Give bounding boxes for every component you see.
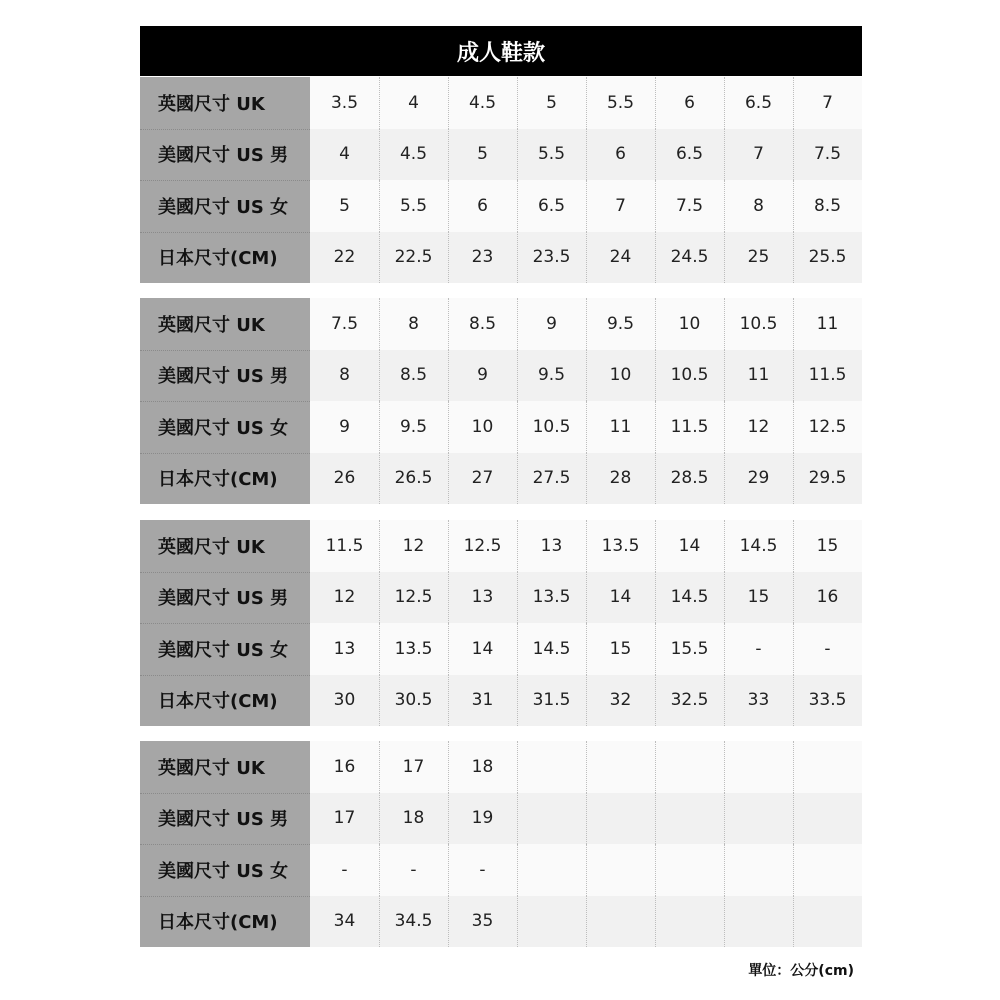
- size-cell: 10: [448, 401, 517, 453]
- table-row: [140, 572, 862, 624]
- size-cell: 6.5: [724, 77, 793, 129]
- size-cell: 29.5: [793, 453, 862, 505]
- size-cell: 11: [586, 401, 655, 453]
- size-cell: 24: [586, 232, 655, 284]
- size-cell: 28.5: [655, 453, 724, 505]
- size-cell: 35: [448, 896, 517, 948]
- size-cell: 34: [333, 911, 356, 932]
- table-row: [140, 350, 862, 402]
- size-cell: -: [793, 623, 862, 675]
- row-label: 英國尺寸 UK: [140, 520, 310, 572]
- size-cell: [793, 844, 862, 896]
- table-row: [140, 180, 862, 232]
- size-cell: 7: [793, 77, 862, 129]
- size-cell: 32.5: [655, 675, 724, 727]
- size-cell: 26: [333, 468, 356, 489]
- size-cell: 4: [339, 144, 350, 165]
- row-label: 美國尺寸 US 男: [140, 350, 310, 402]
- size-cell: [724, 741, 793, 793]
- size-cell: 25: [724, 232, 793, 284]
- table-row: [140, 129, 862, 181]
- size-cell: 15: [793, 520, 862, 572]
- size-cell: 16: [333, 756, 356, 777]
- size-cell: 12: [379, 520, 448, 572]
- row-label: 日本尺寸(CM): [140, 232, 310, 284]
- size-cell: 13: [517, 520, 586, 572]
- size-cell: 8: [379, 298, 448, 350]
- size-cell: [586, 844, 655, 896]
- size-cell: [517, 896, 586, 948]
- size-cell: 13.5: [517, 572, 586, 624]
- size-cell: 10.5: [655, 350, 724, 402]
- size-block: [140, 520, 862, 726]
- size-cell: 19: [448, 793, 517, 845]
- size-cell: 7: [586, 180, 655, 232]
- size-cell: 34.5: [379, 896, 448, 948]
- size-cell: 7: [724, 129, 793, 181]
- size-cell: 24.5: [655, 232, 724, 284]
- row-label: 英國尺寸 UK: [140, 77, 310, 129]
- size-cell: 11.5: [655, 401, 724, 453]
- size-cell: 33.5: [793, 675, 862, 727]
- size-cell: [724, 896, 793, 948]
- size-cell: [655, 896, 724, 948]
- size-cell: 15: [586, 623, 655, 675]
- size-cell: [793, 793, 862, 845]
- size-cell: 13.5: [379, 623, 448, 675]
- size-cell: 11.5: [325, 535, 364, 556]
- size-cell: 15.5: [655, 623, 724, 675]
- row-label: 美國尺寸 US 男: [140, 572, 310, 624]
- size-cell: 25.5: [793, 232, 862, 284]
- row-label: 日本尺寸(CM): [140, 453, 310, 505]
- size-cell: 5: [448, 129, 517, 181]
- size-cell: 7.5: [330, 313, 359, 334]
- size-cell: 17: [333, 808, 356, 829]
- size-cell: 14.5: [655, 572, 724, 624]
- size-cell: 12: [333, 587, 356, 608]
- size-cell: 10.5: [517, 401, 586, 453]
- size-block: [140, 77, 862, 283]
- table-row: [140, 844, 862, 896]
- row-label: 英國尺寸 UK: [140, 298, 310, 350]
- size-cell: 29: [724, 453, 793, 505]
- size-cell: 33: [724, 675, 793, 727]
- size-cell: 22.5: [379, 232, 448, 284]
- size-cell: 28: [586, 453, 655, 505]
- size-cell: 7.5: [793, 129, 862, 181]
- size-cell: [724, 793, 793, 845]
- size-cell: 9: [339, 416, 350, 437]
- size-cell: 9: [448, 350, 517, 402]
- size-cell: 14.5: [724, 520, 793, 572]
- size-cell: [586, 896, 655, 948]
- size-cell: 6: [448, 180, 517, 232]
- size-cell: [586, 741, 655, 793]
- size-cell: 5.5: [517, 129, 586, 181]
- table-title: 成人鞋款: [140, 26, 862, 76]
- size-cell: 12.5: [793, 401, 862, 453]
- size-cell: [655, 793, 724, 845]
- size-cell: 9.5: [586, 298, 655, 350]
- size-cell: 12.5: [448, 520, 517, 572]
- size-cell: [724, 844, 793, 896]
- size-cell: -: [341, 859, 348, 880]
- row-label: 日本尺寸(CM): [140, 896, 310, 948]
- size-block: [140, 298, 862, 504]
- size-cell: 12.5: [379, 572, 448, 624]
- size-cell: 14: [586, 572, 655, 624]
- table-row: [140, 298, 862, 350]
- table-row: [140, 77, 862, 129]
- size-cell: 30.5: [379, 675, 448, 727]
- size-cell: 18: [448, 741, 517, 793]
- table-row: [140, 232, 862, 284]
- table-row: [140, 623, 862, 675]
- row-label: 美國尺寸 US 男: [140, 793, 310, 845]
- table-row: [140, 401, 862, 453]
- size-cell: 10.5: [724, 298, 793, 350]
- size-cell: [517, 844, 586, 896]
- size-cell: 14: [655, 520, 724, 572]
- size-cell: 13.5: [586, 520, 655, 572]
- row-label: 美國尺寸 US 女: [140, 401, 310, 453]
- size-cell: 8.5: [793, 180, 862, 232]
- size-block: [140, 741, 862, 947]
- size-cell: 6.5: [655, 129, 724, 181]
- size-cell: 6: [586, 129, 655, 181]
- size-cell: 13: [448, 572, 517, 624]
- size-cell: 11: [793, 298, 862, 350]
- size-cell: 3.5: [330, 92, 359, 113]
- size-cell: 4.5: [379, 129, 448, 181]
- size-cell: [586, 793, 655, 845]
- size-cell: 23: [448, 232, 517, 284]
- size-cell: 18: [379, 793, 448, 845]
- row-label: 美國尺寸 US 女: [140, 844, 310, 896]
- row-label: 美國尺寸 US 女: [140, 180, 310, 232]
- unit-note: 單位：公分(cm): [748, 963, 854, 979]
- size-cell: [793, 896, 862, 948]
- size-cell: 23.5: [517, 232, 586, 284]
- size-cell: 9.5: [379, 401, 448, 453]
- size-cell: 22: [333, 247, 356, 268]
- size-cell: 30: [333, 690, 356, 711]
- size-cell: [517, 741, 586, 793]
- size-cell: 14: [448, 623, 517, 675]
- size-cell: 15: [724, 572, 793, 624]
- size-cell: [517, 793, 586, 845]
- size-cell: 10: [655, 298, 724, 350]
- size-cell: 8: [339, 365, 350, 386]
- size-cell: 4: [379, 77, 448, 129]
- row-label: 英國尺寸 UK: [140, 741, 310, 793]
- size-cell: 9: [517, 298, 586, 350]
- table-row: [140, 896, 862, 948]
- size-cell: -: [379, 844, 448, 896]
- size-cell: 11.5: [793, 350, 862, 402]
- size-cell: 7.5: [655, 180, 724, 232]
- row-label: 日本尺寸(CM): [140, 675, 310, 727]
- size-cell: 32: [586, 675, 655, 727]
- size-cell: 26.5: [379, 453, 448, 505]
- size-cell: 31.5: [517, 675, 586, 727]
- size-cell: 5: [339, 195, 350, 216]
- size-cell: 5: [517, 77, 586, 129]
- size-cell: 5.5: [586, 77, 655, 129]
- size-cell: 5.5: [379, 180, 448, 232]
- size-cell: 8.5: [448, 298, 517, 350]
- size-cell: [655, 741, 724, 793]
- size-cell: 12: [724, 401, 793, 453]
- size-cell: 31: [448, 675, 517, 727]
- size-cell: 13: [333, 638, 356, 659]
- size-cell: 11: [724, 350, 793, 402]
- size-cell: 6: [655, 77, 724, 129]
- size-cell: 10: [586, 350, 655, 402]
- table-row: [140, 675, 862, 727]
- row-label: 美國尺寸 US 女: [140, 623, 310, 675]
- size-cell: 17: [379, 741, 448, 793]
- size-cell: 8.5: [379, 350, 448, 402]
- size-cell: 27.5: [517, 453, 586, 505]
- size-cell: 8: [724, 180, 793, 232]
- table-row: [140, 741, 862, 793]
- size-cell: 14.5: [517, 623, 586, 675]
- table-row: [140, 453, 862, 505]
- size-cell: 6.5: [517, 180, 586, 232]
- size-cell: 16: [793, 572, 862, 624]
- size-cell: [793, 741, 862, 793]
- size-cell: 9.5: [517, 350, 586, 402]
- size-cell: 27: [448, 453, 517, 505]
- size-cell: -: [724, 623, 793, 675]
- row-label: 美國尺寸 US 男: [140, 129, 310, 181]
- size-cell: -: [448, 844, 517, 896]
- size-cell: 4.5: [448, 77, 517, 129]
- table-row: [140, 520, 862, 572]
- size-cell: [655, 844, 724, 896]
- table-row: [140, 793, 862, 845]
